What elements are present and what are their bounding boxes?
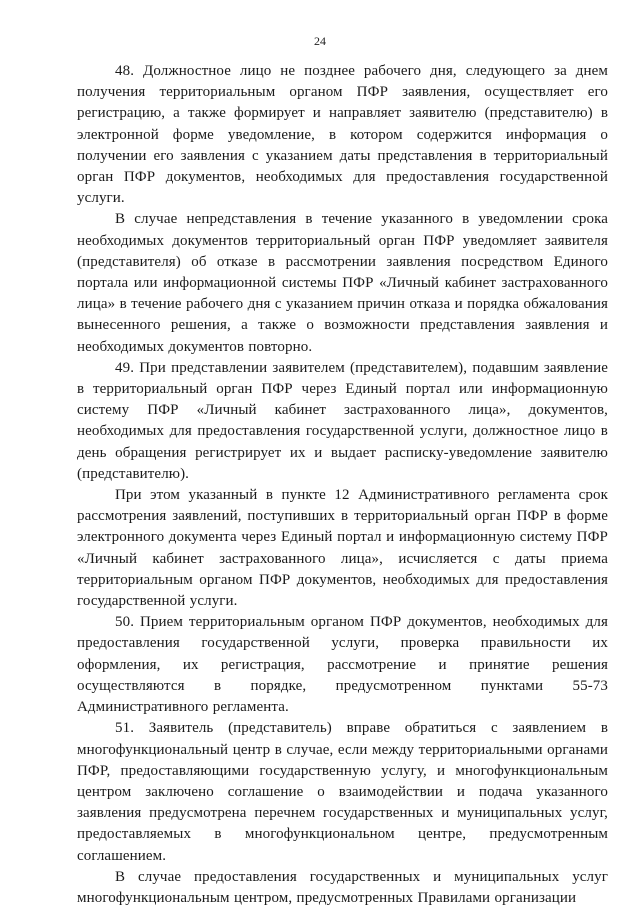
- paragraph-50: 50. Прием территориальным органом ПФР документов, необходимых для предоставления государственной услуги, проверка правильности их оформления, их регистрация, рассмотрение и принятие решения осуществляются в порядке, предусмотренном пунктами 55-73 Административного регламента.: [77, 614, 608, 716]
- paragraph-48-refusal: В случае непредставления в течение указанного в уведомлении срока необходимых документов территориальный орган ПФР уведомляет заявителя (представителя) об отказе в рассмотрении заявления посредством Единого портала или информационной системы ПФР «Личный кабинет застрахованного лица» в течение рабочего дня с указанием причин отказа и порядка обжалования вынесенного решения, а также о возможности представления заявления и необходимых документов повторно.: [77, 211, 608, 355]
- paragraph-48: 48. Должностное лицо не позднее рабочего дня, следующего за днем получения территориальным органом ПФР заявления, осуществляет его регистрацию, а также формирует и направляет заявителю (представителю) в электронной форме уведомление, в котором содержится информация о получении его заявления с указанием даты представления в территориальный орган ПФР документов, необходимых для предоставления государственной услуги.: [77, 63, 608, 207]
- paragraph-51: 51. Заявитель (представитель) вправе обратиться с заявлением в многофункциональный центр в случае, если между территориальными органами ПФР, предоставляющими государственную услугу, и многофункциональным центром заключено соглашение о взаимодействии и подача указанного заявления предусмотрена перечнем государственных и муниципальных услуг, предоставляемых в многофункциональном центре, предусмотренным соглашением.: [77, 720, 608, 864]
- paragraph-49: 49. При представлении заявителем (представителем), подавшим заявление в территориальный орган ПФР через Единый портал или информационную систему ПФР «Личный кабинет застрахованного лица», документов, необходимых для предоставления государственной услуги, должностное лицо в день обращения регистрирует их и выдает расписку-уведомление заявителю (представителю).: [77, 359, 608, 482]
- page-number: 24: [314, 34, 326, 48]
- paragraph-49-term: При этом указанный в пункте 12 Административного регламента срок рассмотрения заявлений, поступивших в территориальный орган ПФР в форме электронного документа через Единый портал и информационную систему ПФР «Личный кабинет застрахованного лица», исчисляется с даты приема территориальным органом ПФР документов, необходимых для предоставления государственной услуги.: [77, 487, 608, 610]
- document-body: [77, 61, 608, 909]
- paragraph-51-mfc: В случае предоставления государственных и муниципальных услуг многофункциональным центром, предусмотренных Правилами организации: [77, 868, 608, 906]
